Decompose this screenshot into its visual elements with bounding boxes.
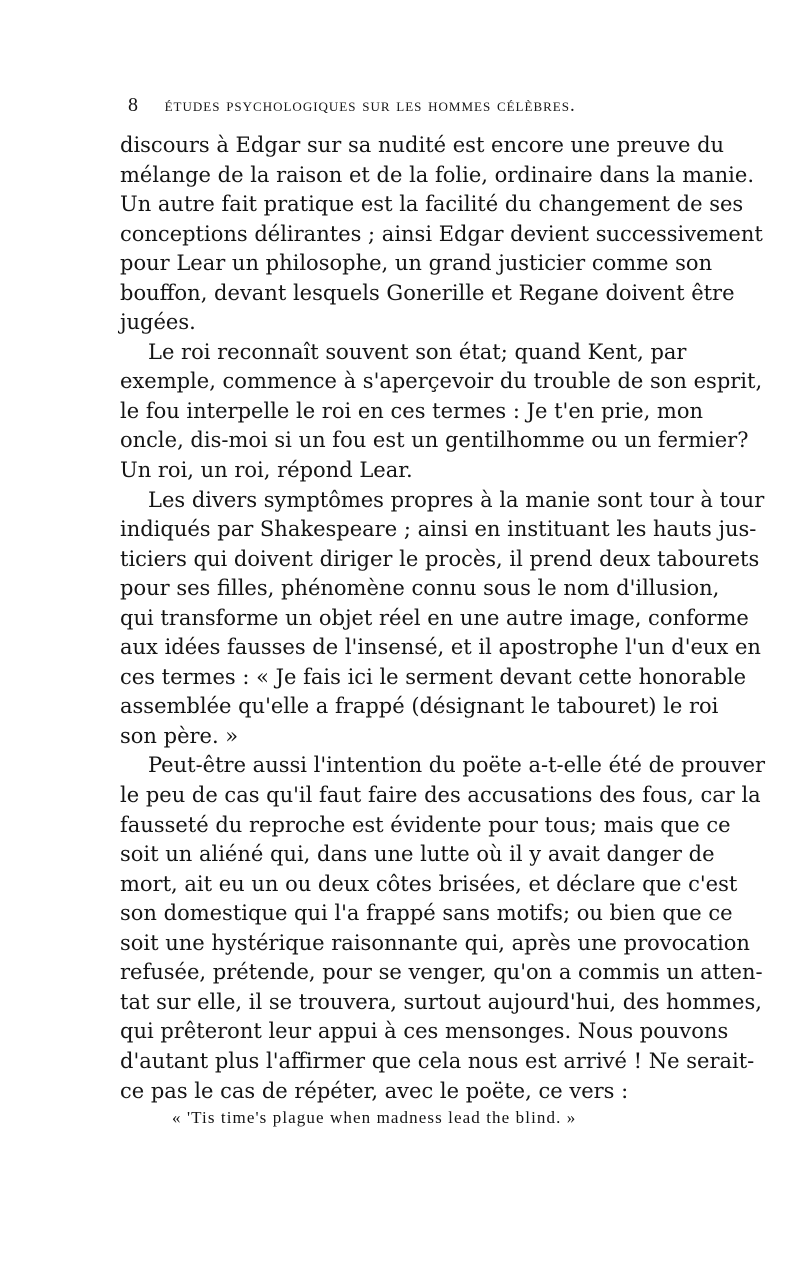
text-line: soit une hystérique raisonnante qui, après une provocation xyxy=(120,930,750,955)
text-line: jugées. xyxy=(120,310,196,335)
text-line: Un autre fait pratique est la facilité du changement de ses xyxy=(120,192,744,217)
text-line: mort, ait eu un ou deux côtes brisées, et déclare que c'est xyxy=(120,871,738,896)
text-line: ce pas le cas de répéter, avec le poëte, ce vers : xyxy=(120,1078,629,1103)
text-line: Les divers symptômes propres à la manie sont tour à tour xyxy=(148,487,765,512)
text-line: Le roi reconnaît souvent son état; quand Kent, par xyxy=(148,339,687,364)
text-line: le peu de cas qu'il faut faire des accusations des fous, car la xyxy=(120,783,761,808)
text-line: conceptions délirantes ; ainsi Edgar devient successivement xyxy=(120,221,763,246)
text-line: assemblée qu'elle a frappé (désignant le tabouret) le roi xyxy=(120,694,719,719)
text-line: soit un aliéné qui, dans une lutte où il y avait danger de xyxy=(120,842,715,867)
text-line: indiqués par Shakespeare ; ainsi en instituant les hauts jus- xyxy=(120,517,757,542)
text-line: tat sur elle, il se trouvera, surtout aujourd'hui, des hommes, xyxy=(120,989,762,1014)
text-line: Un roi, un roi, répond Lear. xyxy=(120,458,413,483)
text-line: son domestique qui l'a frappé sans motifs; ou bien que ce xyxy=(120,901,733,926)
text-line: le fou interpelle le roi en ces termes : Je t'en prie, mon xyxy=(120,398,704,423)
page-header xyxy=(128,94,680,118)
text-line: aux idées fausses de l'insensé, et il apostrophe l'un d'eux en xyxy=(120,635,761,660)
text-line: qui prêteront leur appui à ces mensonges. Nous pouvons xyxy=(120,1019,729,1044)
text-line: ces termes : « Je fais ici le serment devant cette honorable xyxy=(120,664,747,689)
text-line: exemple, commence à s'aperçevoir du trouble de son esprit, xyxy=(120,369,763,394)
text-line: d'autant plus l'affirmer que cela nous est arrivé ! Ne serait- xyxy=(120,1048,755,1073)
running-head: études psychologiques sur les hommes célèbres. xyxy=(164,95,576,116)
text-line: oncle, dis-moi si un fou est un gentilhomme ou un fermier? xyxy=(120,428,749,453)
text-line: discours à Edgar sur sa nudité est encore une preuve du xyxy=(120,133,725,157)
text-line: refusée, prétende, pour se venger, qu'on a commis un atten- xyxy=(120,960,763,985)
text-line: son père. » xyxy=(120,723,239,748)
text-line: mélange de la raison et de la folie, ordinaire dans la manie. xyxy=(120,162,754,187)
text-line: bouffon, devant lesquels Gonerille et Regane doivent être xyxy=(120,280,735,305)
block-quote: « 'Tis time's plague when madness lead the blind. » xyxy=(172,1108,577,1127)
text-line: ticiers qui doivent diriger le procès, il prend deux tabourets xyxy=(120,546,760,571)
text-line: fausseté du reproche est évidente pour tous; mais que ce xyxy=(120,812,731,837)
text-line: pour Lear un philosophe, un grand justicier comme son xyxy=(120,251,713,276)
page-number: 8 xyxy=(128,94,139,116)
text-line: pour ses filles, phénomène connu sous le nom d'illusion, xyxy=(120,576,720,601)
body-text xyxy=(120,131,766,1106)
text-line: Peut-être aussi l'intention du poëte a-t-elle été de prouver xyxy=(148,753,766,778)
text-line: qui transforme un objet réel en une autre image, conforme xyxy=(120,605,749,630)
